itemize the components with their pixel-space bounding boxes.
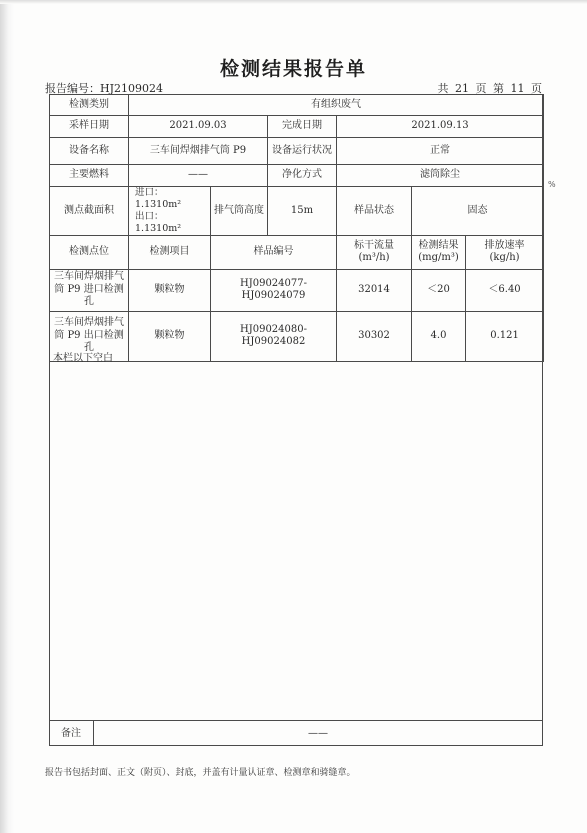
scan-edge-top: [0, 0, 587, 4]
cell-rate: 0.121: [466, 311, 544, 361]
row-dates: [50, 116, 544, 138]
cell-point: 三车间焊烟排气筒 P9 进口检测孔: [50, 269, 129, 311]
label-stack-height: 排气筒高度: [211, 187, 268, 236]
label-sampling-date: 采样日期: [50, 116, 129, 138]
cell-result: ＜20: [412, 269, 466, 311]
table-row: [50, 269, 544, 311]
value-section-area: [129, 187, 211, 236]
cell-sample-no: HJ09024080-HJ09024082: [211, 311, 337, 361]
value-equipment-name: 三车间焊烟排气筒 P9: [129, 138, 268, 165]
col-point: 检测点位: [50, 235, 129, 269]
cell-rate: ＜6.40: [466, 269, 544, 311]
label-purification: 净化方式: [268, 165, 337, 187]
page-title: 检测结果报告单: [219, 58, 367, 80]
cell-flow: 30302: [337, 311, 412, 361]
row-category: [50, 95, 544, 116]
value-main-fuel: ——: [129, 165, 268, 187]
cell-sample-no: HJ09024077-HJ09024079: [211, 269, 337, 311]
cell-item: 颗粒物: [129, 311, 211, 361]
label-section-area: 测点截面积: [50, 187, 129, 236]
value-sample-state: 固态: [412, 187, 544, 236]
column-header-row: [50, 235, 544, 269]
value-sampling-date: 2021.09.03: [129, 116, 268, 138]
value-purification: 滤筒除尘: [337, 165, 544, 187]
outlet-area: 出口：1.1310m²: [135, 210, 182, 234]
label-equipment-name: 设备名称: [50, 138, 129, 165]
remarks-value: ——: [308, 728, 328, 739]
col-flow: 标干流量 (m³/h): [337, 235, 412, 269]
col-sample-no: 样品编号: [211, 235, 337, 269]
table-row: [50, 311, 544, 361]
col-rate: 排放速率 (kg/h): [466, 235, 544, 269]
results-table: [49, 94, 544, 362]
row-section-area: [50, 187, 544, 236]
remarks-label: 备注: [49, 721, 94, 746]
label-completion-date: 完成日期: [268, 116, 337, 138]
value-operating-status: 正常: [337, 138, 544, 165]
report-number: 报告编号：HJ2109024: [45, 82, 163, 95]
label-operating-status: 设备运行状况: [268, 138, 337, 165]
label-sample-state: 样品状态: [337, 187, 412, 236]
label-main-fuel: 主要燃料: [50, 165, 129, 187]
scan-edge-left: [0, 0, 14, 833]
cell-flow: 32014: [337, 269, 412, 311]
row-equipment: [50, 138, 544, 165]
inlet-area: 进口：1.1310m²: [135, 187, 182, 210]
cell-point: 三车间焊烟排气筒 P9 出口检测孔: [50, 311, 129, 361]
remarks-row: [49, 720, 543, 746]
value-completion-date: 2021.09.13: [337, 116, 544, 138]
col-result: 检测结果 (mg/m³): [412, 235, 466, 269]
value-stack-height: 15m: [268, 187, 337, 236]
label-category: 检测类别: [50, 95, 129, 116]
blank-note: 本栏以下空白: [53, 353, 113, 364]
cell-item: 颗粒物: [129, 269, 211, 311]
col-item: 检测项目: [129, 235, 211, 269]
page-count: 共 21 页 第 11 页: [437, 82, 542, 95]
cell-result: 4.0: [412, 311, 466, 361]
footnote: 报告书包括封面、正文（附页）、封底，并盖有计量认证章、检测章和骑缝章。: [45, 768, 356, 778]
row-fuel: [50, 165, 544, 187]
value-category: 有组织废气: [129, 95, 544, 116]
stray-mark: %: [548, 180, 556, 189]
